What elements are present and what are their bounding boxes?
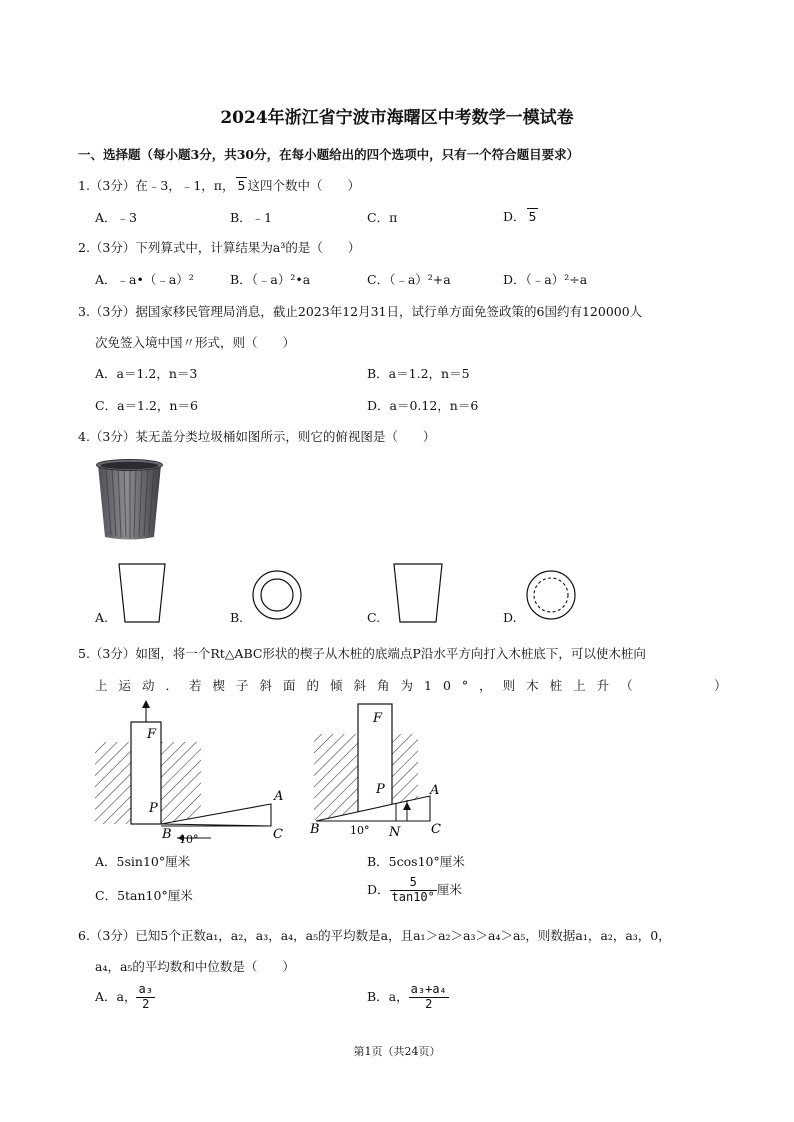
label-p: P	[149, 801, 158, 816]
q2-option-a[interactable]: A．﹣a•（﹣a）²	[95, 272, 194, 287]
label-f: F	[147, 727, 157, 742]
question-5-line2: 上运动．若楔子斜面的倾斜角为10°，则木桩上升（ ）	[95, 678, 738, 693]
q1-option-c[interactable]: C．π	[367, 210, 398, 225]
q3-option-d[interactable]: D．a＝0.12，n＝6	[367, 398, 479, 413]
q4-figure-d	[524, 568, 578, 622]
q2-option-c[interactable]: C．（﹣a）²+a	[367, 272, 451, 287]
question-4-stem: 4.（3分）某无盖分类垃圾桶如图所示，则它的俯视图是（ ）	[78, 429, 436, 444]
q3-option-a[interactable]: A．a＝1.2，n＝3	[95, 366, 198, 381]
q5-figure-right	[310, 700, 458, 840]
q1-option-b[interactable]: B．﹣1	[230, 210, 273, 225]
page-title: 2024年浙江省宁波市海曙区中考数学一模试卷	[220, 108, 574, 128]
q3-option-c[interactable]: C．a＝1.2，n＝6	[95, 398, 198, 413]
q3-option-b[interactable]: B．a＝1.2，n＝5	[367, 366, 470, 381]
q5-option-a[interactable]: A．5sin10°厘米	[95, 854, 191, 869]
label-a: A	[430, 783, 440, 798]
sqrt-symbol: 5	[237, 178, 246, 193]
question-5-line1: 5.（3分）如图，将一个Rt△ABC形状的楔子从木桩的底端点P沿水平方向打入木桩底下，可以使木桩向	[78, 646, 646, 661]
q2-option-b[interactable]: B．（﹣a）²•a	[230, 272, 311, 287]
question-1-stem: 1.（3分）在﹣3，﹣1，π， 5 这四个数中（ ）	[78, 178, 360, 193]
label-f: F	[373, 711, 383, 726]
q1-option-a[interactable]: A．﹣3	[95, 210, 137, 225]
label-angle: 10°	[179, 833, 199, 846]
section-heading: 一、选择题（每小题3分，共30分，在每小题给出的四个选项中，只有一个符合题目要求）	[78, 147, 580, 162]
fraction: $\frac{\text{a₃+a₄}}{2}$	[410, 982, 447, 1011]
q5-option-d[interactable]: D． $\frac{5}{\tan 10^\circ}$ 厘米	[367, 875, 462, 904]
label-p: P	[376, 782, 385, 797]
question-2-stem: 2.（3分）下列算式中，计算结果为a³的是（ ）	[78, 240, 361, 255]
label-b: B	[310, 822, 320, 837]
q6-option-b[interactable]: B．a， $\frac{\text{a₃+a₄}}{2}$	[367, 982, 447, 1011]
fraction: $\frac{\text{a₃}}{2}$	[138, 982, 153, 1011]
q4-figure-c	[388, 560, 448, 626]
q1-option-d[interactable]: D． 5	[503, 209, 537, 224]
label-a: A	[274, 789, 284, 804]
q5-option-c[interactable]: C．5tan10°厘米	[95, 888, 193, 903]
q4-option-a[interactable]: A.	[95, 610, 109, 625]
question-3-line1: 3.（3分）据国家移民管理局消息，截止2023年12月31日，试行单方面免签政策的6国约有120000人	[78, 304, 643, 319]
q2-option-d[interactable]: D．（﹣a）²÷a	[503, 272, 588, 287]
q6-option-a[interactable]: A．a， $\frac{\text{a₃}}{2}$	[95, 982, 153, 1011]
page-footer: 第1页（共24页）	[353, 1045, 441, 1058]
q5-figure-left	[93, 698, 303, 846]
label-c: C	[431, 822, 441, 837]
q4-option-d[interactable]: D.	[503, 610, 517, 625]
label-b: B	[162, 827, 172, 842]
q4-figure-b	[250, 568, 304, 622]
label-c: C	[273, 827, 283, 842]
fraction: $\frac{5}{\tan 10^\circ}$	[391, 875, 435, 904]
label-angle: 10°	[350, 824, 370, 837]
q4-option-b[interactable]: B.	[230, 610, 244, 625]
label-n: N	[389, 825, 401, 840]
question-3-line2: 次免签入境中国〃形式，则（ ）	[95, 335, 296, 350]
q5-option-b[interactable]: B．5cos10°厘米	[367, 854, 465, 869]
q4-figure-a	[113, 560, 173, 626]
question-6-line1: 6.（3分）已知5个正数a₁，a₂，a₃，a₄，a₅的平均数是a，且a₁＞a₂＞a₃＞a₄＞a₅，则数据a₁，a₂，a₃，0，	[78, 928, 671, 943]
q4-option-c[interactable]: C.	[367, 610, 381, 625]
trash-bin-photo	[92, 455, 167, 545]
question-6-line2: a₄，a₅的平均数和中位数是（ ）	[95, 959, 295, 974]
